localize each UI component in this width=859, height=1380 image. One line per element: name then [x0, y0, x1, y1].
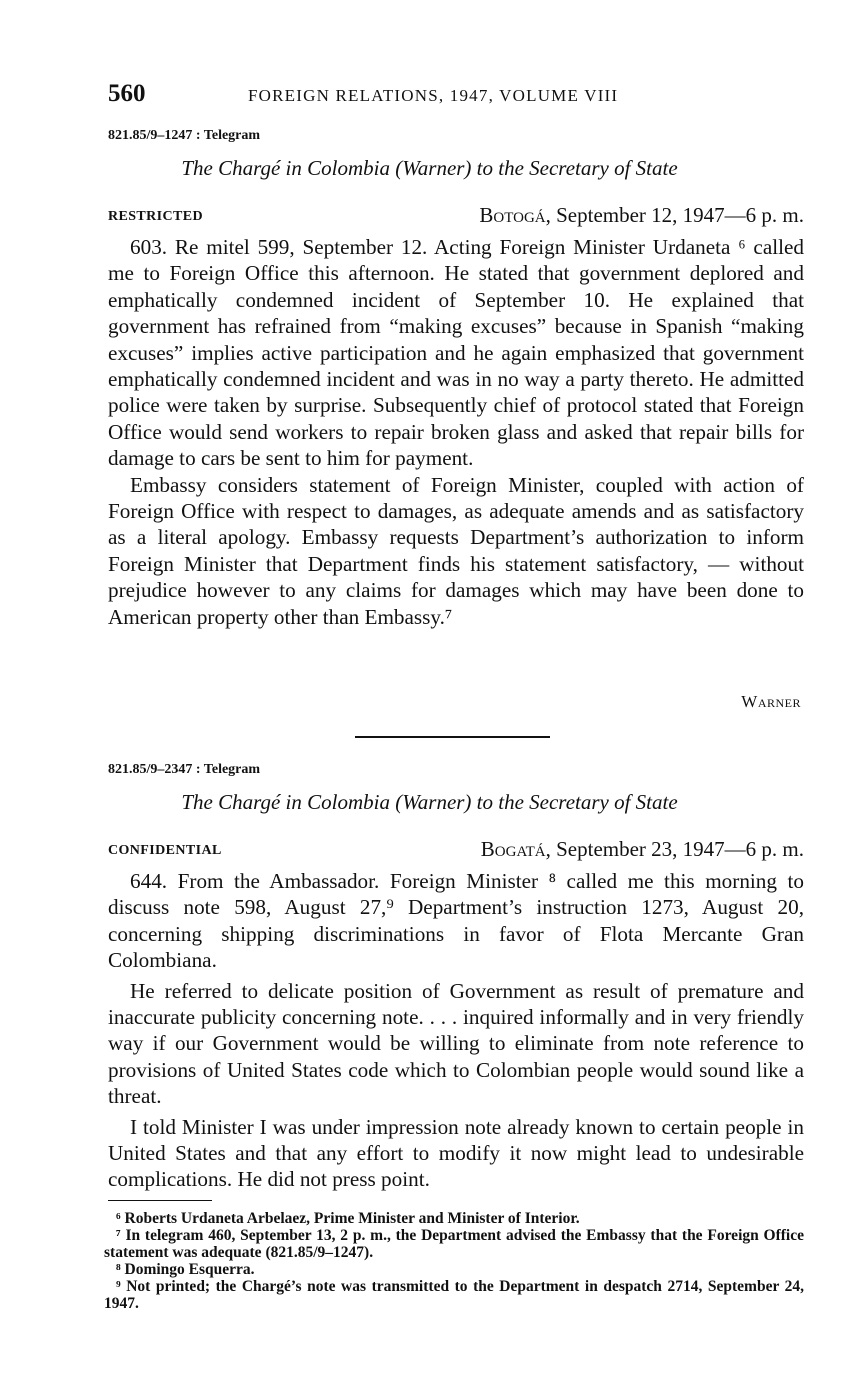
doc1-classification: RESTRICTED: [108, 209, 204, 224]
doc2-file-id: 821.85/9–2347 : Telegram: [108, 762, 261, 777]
doc1-title: The Chargé in Colombia (Warner) to the Secretary of State: [181, 156, 678, 180]
running-title: FOREIGN RELATIONS, 1947, VOLUME VIII: [248, 86, 619, 105]
footnote: ⁷ In telegram 460, September 13, 2 p. m., the Department advised the Embassy that the Foreign Office statement was adequate (821.85/9–1247).: [104, 1227, 804, 1261]
doc2-paragraph: I told Minister I was under impression note already known to certain people in United States and that any effort to modify it now might lead to undesirable complications. He did not press point.: [108, 1114, 804, 1192]
doc2-date: September 23, 1947—6 p. m.: [550, 837, 804, 861]
doc1-signature: Warner: [741, 692, 801, 711]
doc1-dateline: [479, 203, 804, 228]
doc2-paragraph: He referred to delicate position of Government as result of premature and inaccurate publicity concerning note. . . . inquired informally and in very friendly way if our Government would be willing to eliminate from note reference to provisions of United States code which to Colombian people would sound like a threat.: [108, 978, 804, 1109]
doc2-paragraph: 644. From the Ambassador. Foreign Minister ⁸ called me this morning to discuss note 598, August 27,⁹ Department’s instruction 1273, August 20, concerning shipping discriminations in favor of Flota Mercante Gran Colombiana.: [108, 869, 804, 973]
doc1-paragraph: 603. Re mitel 599, September 12. Acting Foreign Minister Urdaneta ⁶ called me to Foreign Office this afternoon. He stated that government deplored and emphatically condemned incident of September 10. He explained that government has refrained from “making excuses” because in Spanish “making excuses” implies active participation and he again emphasized that government emphatically condemned incident and was in no way a party thereto. He admitted police were taken by surprise. Subsequently chief of protocol stated that Foreign Office would send workers to repair broken glass and asked that repair bills for damage to cars be sent to him for payment.: [108, 235, 804, 471]
footnote: ⁸ Domingo Esquerra.: [116, 1261, 255, 1278]
doc2-title: The Chargé in Colombia (Warner) to the Secretary of State: [181, 790, 678, 814]
doc2-dateline: [481, 837, 804, 862]
doc2-place: Bogatá,: [480, 837, 551, 861]
doc2-body: [108, 868, 804, 1193]
footnotes: [104, 1210, 804, 1312]
page-number: 560: [108, 80, 146, 107]
doc1-body: [108, 234, 804, 630]
page-header: [108, 78, 808, 112]
section-separator: [355, 736, 550, 738]
footnote: ⁶ Roberts Urdaneta Arbelaez, Prime Minister and Minister of Interior.: [116, 1210, 580, 1227]
doc1-date: September 12, 1947—6 p. m.: [550, 203, 804, 227]
footnote: ⁹ Not printed; the Chargé’s note was transmitted to the Department in despatch 2714, September 24, 1947.: [104, 1278, 804, 1312]
doc1-paragraph: Embassy considers statement of Foreign Minister, coupled with action of Foreign Office with respect to damages, as adequate amends and as satisfactory as a literal apology. Embassy requests Department’s authorization to inform Foreign Minister that Department finds his statement satisfactory, — without prejudice however to any claims for damages which may have been done to American property other than Embassy.⁷: [108, 472, 804, 629]
doc1-file-id: 821.85/9–1247 : Telegram: [108, 128, 261, 143]
footnote-rule: [108, 1200, 212, 1201]
doc1-place: Botogá,: [479, 203, 551, 227]
doc2-classification: CONFIDENTIAL: [108, 843, 222, 858]
